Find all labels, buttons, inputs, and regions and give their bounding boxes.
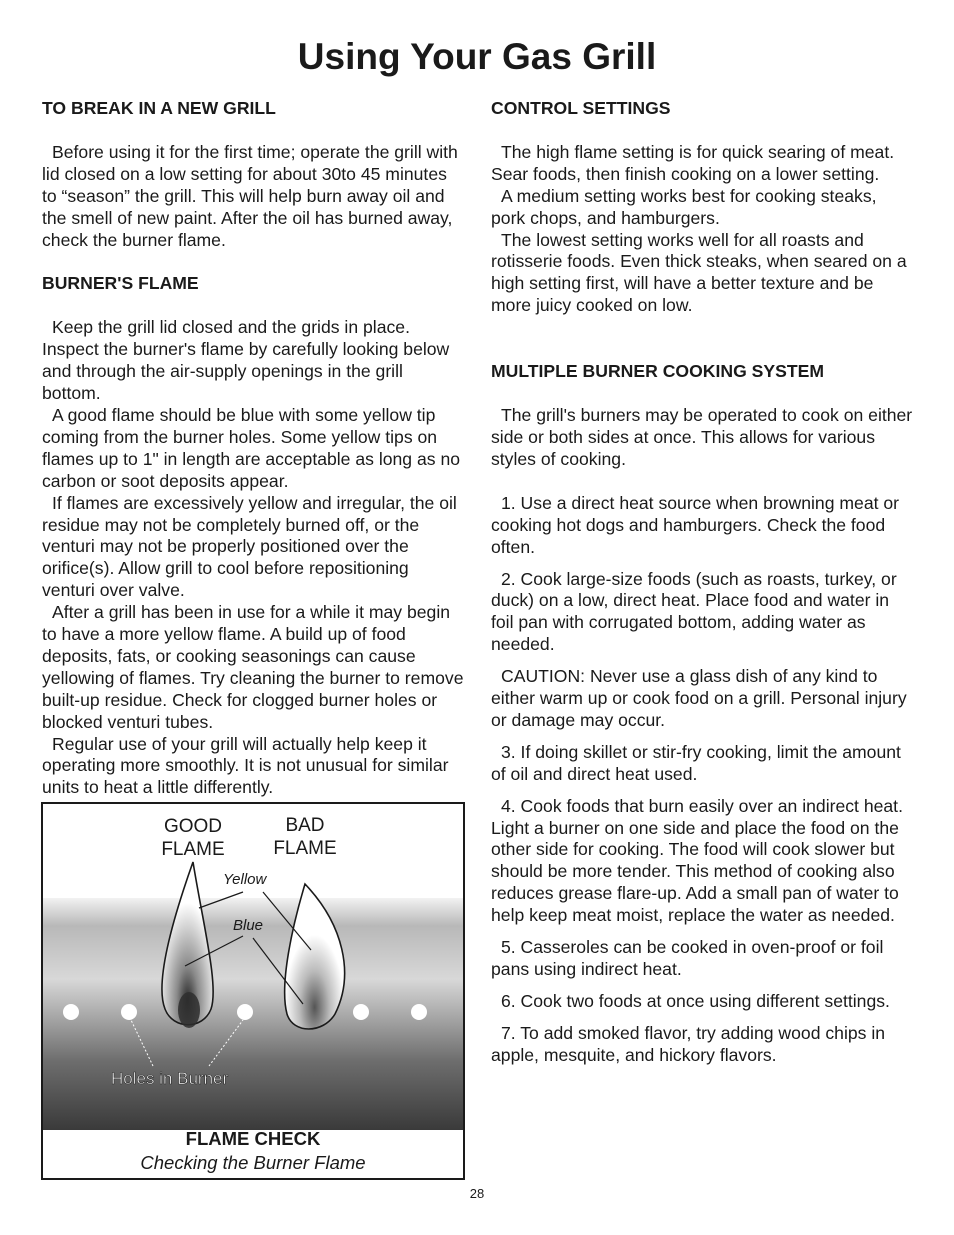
burner-flame-paragraph: A good flame should be blue with some yellow tip coming from the burner holes. Some yellow tips on flames up to 1" in length are acceptable as long as no carbon or soot deposits appear.: [42, 404, 461, 491]
good-flame-label: GOOD: [163, 816, 223, 837]
caution-note: CAUTION: Never use a glass dish of any kind to either warm up or cook food on a grill. Personal injury or damage may occur.: [491, 666, 907, 730]
cooking-tip-item: 3. If doing skillet or stir-fry cooking, limit the amount of oil and direct heat used.: [491, 741, 901, 784]
burner-hole: [63, 1004, 79, 1020]
bad-flame-label: FLAME: [273, 838, 337, 859]
burner-flame-paragraph: Keep the grill lid closed and the grids in place. Inspect the burner's flame by carefully looking below and through the air-supply openings in the grill bottom.: [42, 317, 450, 404]
multiple-burner-heading: MULTIPLE BURNER COOKING SYSTEM: [491, 361, 824, 382]
left-column: [42, 98, 466, 799]
blue-label: Blue: [233, 917, 264, 934]
burner-hole: [411, 1004, 427, 1020]
cooking-tip-item: 7. To add smoked flavor, try adding wood chips in apple, mesquite, and hickory flavors.: [491, 1022, 886, 1065]
flame-check-figure: [41, 802, 465, 1180]
burner-flame-paragraph: If flames are excessively yellow and irregular, the oil residue may not be completely burned off, or the venturi may not be properly positioned over the orifice(s). Allow grill to cool before repositioning venturi over valve.: [42, 492, 457, 601]
cooking-tip-item: 1. Use a direct heat source when browning meat or cooking hot dogs and hamburgers. Check the food often.: [491, 492, 900, 557]
cooking-tip-item: 6. Cook two foods at once using different settings.: [501, 990, 890, 1011]
burner-flame-paragraph: After a grill has been in use for a while it may begin to have a more yellow flame. A build up of food deposits, fats, or cooking seasonings can cause yellowing of flames. Try cleaning the burner to remove built-up residue. Check for clogged burner holes or blocked venturi tubes.: [42, 602, 464, 732]
cooking-tip-item: 2. Cook large-size foods (such as roasts, turkey, or duck) on a low, direct heat. Place food and water in foil pan with corrugated bottom, adding water as needed.: [491, 568, 897, 655]
right-column: [491, 98, 913, 1067]
burner-hole: [121, 1004, 137, 1020]
burner-flame-illustration: [43, 804, 463, 1178]
burner-hole: [353, 1004, 369, 1020]
yellow-label: Yellow: [223, 871, 267, 888]
control-settings-paragraph: A medium setting works best for cooking steaks, pork chops, and hamburgers.: [491, 185, 877, 228]
page-number: 28: [469, 1186, 485, 1201]
control-settings-paragraph: The lowest setting works well for all roasts and rotisserie foods. Even thick steaks, when seared on a high setting first, will have a better texture and be more juicy cooked on low.: [491, 229, 907, 316]
figure-caption-title: FLAME CHECK: [185, 1128, 321, 1149]
cooking-tip-item: 4. Cook foods that burn easily over an indirect heat. Light a burner on one side and place the food on the other side for cooking. The food will cook slower but should be more tender. This method of cooking also reduces grease flare-up. Add a small pan of water to help keep meat moist, replace the water as needed.: [491, 795, 903, 926]
cooking-tip-item: 5. Casseroles can be cooked in oven-proof or foil pans using indirect heat.: [491, 937, 884, 979]
bad-flame-label: BAD: [285, 815, 325, 836]
control-settings-heading: CONTROL SETTINGS: [491, 98, 671, 118]
good-flame-core: [178, 992, 200, 1028]
multiple-burner-intro: The grill's burners may be operated to cook on either side or both sides at once. This allows for various styles of cooking.: [491, 405, 913, 469]
break-in-paragraph: Before using it for the first time; operate the grill with lid closed on a low setting for about 30to 45 minutes to “season” the grill. This will help burn away oil and the smell of new paint. After the oil has burned away, check the burner flame.: [42, 141, 458, 250]
burner-flame-paragraph: Regular use of your grill will actually help keep it operating more smoothly. It is not unusual for similar units to heat a little differently.: [42, 733, 449, 798]
burner-hole: [237, 1004, 253, 1020]
control-settings-paragraph: The high flame setting is for quick searing of meat. Sear foods, then finish cooking on a lower setting.: [491, 141, 895, 184]
burner-flame-heading: BURNER'S FLAME: [42, 273, 199, 294]
figure-caption-subtitle: Checking the Burner Flame: [140, 1152, 366, 1173]
good-flame-label: FLAME: [161, 839, 225, 860]
page-title: Using Your Gas Grill: [297, 36, 657, 77]
break-in-heading: TO BREAK IN A NEW GRILL: [42, 98, 276, 118]
holes-in-burner-label: Holes in Burner: [111, 1069, 229, 1088]
